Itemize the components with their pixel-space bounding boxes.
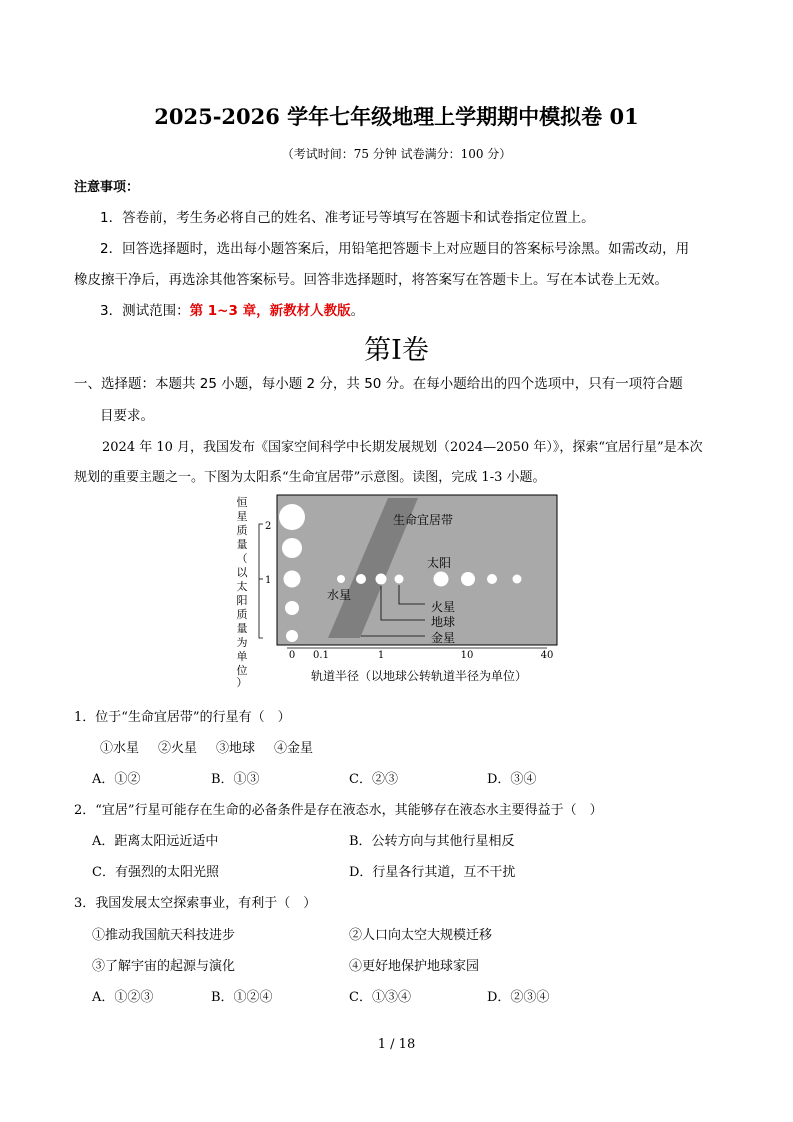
question-3-option-d[interactable]: D．②③④ — [487, 990, 550, 1005]
question-3-stem: 3．我国发展太空探索事业，有利于（ ） — [74, 896, 317, 911]
y-label-char: 太 — [236, 580, 248, 593]
earth-label: 地球 — [431, 615, 456, 629]
neptune-planet — [513, 575, 522, 584]
question-3-item: ④更好地保护地球家园 — [349, 959, 480, 974]
notice-item-2-line-1: 2．回答选择题时，选出每小题答案后，用铅笔把答题卡上对应题目的答案标号涂黑。如需改动，用 — [100, 241, 690, 257]
y-label-char: 量 — [236, 538, 248, 551]
page-number: 1 / 18 — [377, 1037, 416, 1052]
section-title: 第I卷 — [364, 335, 429, 366]
question-3-option-c[interactable]: C．①③④ — [349, 990, 411, 1005]
y-label-char: 质 — [236, 608, 248, 621]
jupiter-planet — [434, 572, 449, 587]
mars-planet — [395, 575, 404, 584]
y-label-char: 量 — [236, 622, 248, 635]
question-2-option-c[interactable]: C．有强烈的太阳光照 — [92, 865, 219, 880]
x-tick-label: 40 — [540, 650, 554, 661]
x-tick-label: 0.1 — [313, 650, 329, 661]
y-label-char: 为 — [236, 636, 248, 649]
question-3-item: ①推动我国航天科技进步 — [92, 928, 236, 943]
sun-label: 太阳 — [427, 556, 452, 570]
venus-planet — [356, 574, 366, 584]
y-label-char: 位 — [236, 664, 248, 677]
question-1-item: ②火星 — [158, 741, 198, 756]
question-1-item: ①水星 — [100, 741, 140, 756]
question-2-stem: 2．“宜居”行星可能存在生命的必备条件是存在液态水，其能够存在液态水主要得益于（ ） — [74, 803, 603, 818]
star-circle — [286, 630, 298, 642]
question-3-option-b[interactable]: B．①②④ — [211, 990, 273, 1005]
y-label-char: 质 — [236, 524, 248, 537]
exam-subtitle: （考试时间：75 分钟 试卷满分：100 分） — [281, 147, 512, 161]
x-tick-label: 0 — [288, 650, 296, 661]
question-1-item: ④金星 — [274, 741, 314, 756]
notice-item-3 — [100, 299, 364, 319]
passage-line-1: 2024 年 10 月，我国发布《国家空间科学中长期发展规划（2024—2050 年）》，探索“宜居行星”是本次 — [102, 440, 703, 455]
question-1-option-b[interactable]: B．①③ — [211, 772, 260, 787]
y-label-char: 星 — [236, 510, 248, 523]
mars-label: 火星 — [431, 600, 456, 614]
notice-heading: 注意事项： — [74, 180, 140, 195]
y-axis-label — [237, 495, 249, 688]
y-tick-label: 2 — [265, 521, 272, 532]
x-tick-label: 10 — [460, 650, 474, 661]
y-label-char: 单 — [236, 650, 248, 663]
notice-item-1: 1．答卷前，考生务必将自己的姓名、准考证号等填写在答题卡和试卷指定位置上。 — [100, 210, 595, 226]
notice-item-3-prefix: 3．测试范围： — [100, 303, 190, 319]
zone-label: 生命宜居带 — [393, 513, 454, 527]
question-2-option-a[interactable]: A．距离太阳远近适中 — [92, 834, 219, 849]
question-1-item: ③地球 — [216, 741, 256, 756]
saturn-planet — [461, 572, 475, 586]
question-1-option-d[interactable]: D．③④ — [487, 772, 537, 787]
venus-label: 金星 — [431, 631, 456, 645]
x-tick-label: 1 — [377, 650, 385, 661]
question-3-option-a[interactable]: A．①②③ — [92, 990, 154, 1005]
y-label-char: 恒 — [236, 496, 248, 509]
y-tick-label: 1 — [265, 575, 272, 586]
question-1-option-c[interactable]: C．②③ — [349, 772, 398, 787]
mercury-planet — [337, 575, 345, 583]
question-1-option-a[interactable]: A．①② — [92, 772, 141, 787]
notice-item-3-suffix: 。 — [350, 303, 365, 319]
exam-title: 2025-2026 学年七年级地理上学期期中模拟卷 01 — [154, 104, 639, 129]
question-3-item: ③了解宇宙的起源与演化 — [92, 959, 236, 974]
y-label-char: 以 — [236, 566, 248, 579]
uranus-planet — [487, 574, 497, 584]
test-scope-highlight: 第 1~3 章，新教材人教版 — [189, 303, 351, 319]
earth-planet — [376, 574, 387, 585]
question-3-item: ②人口向太空大规模迁移 — [349, 928, 493, 943]
question-2-option-d[interactable]: D．行星各行其道，互不干扰 — [349, 865, 516, 880]
star-circle — [285, 601, 299, 615]
y-label-char: （ — [236, 552, 248, 565]
y-label-char: ） — [236, 676, 248, 688]
passage-line-2: 规划的重要主题之一。下图为太阳系“生命宜居带”示意图。读图，完成 1-3 小题。 — [74, 470, 546, 485]
notice-item-2-line-2: 橡皮擦干净后，再选涂其他答案标号。回答非选择题时，将答案写在答题卡上。写在本试卷上无效。 — [74, 272, 668, 288]
mercury-label: 水星 — [327, 588, 352, 602]
y-label-char: 阳 — [236, 594, 248, 607]
y-axis-bracket — [259, 524, 263, 638]
question-1-stem: 1．位于“生命宜居带”的行星有（ ） — [74, 710, 291, 725]
section-heading-line-1: 一、选择题：本题共 25 小题，每小题 2 分，共 50 分。在每小题给出的四个选项中，只有一项符合题 — [74, 376, 683, 392]
habitable-zone-figure — [225, 490, 565, 688]
x-axis-label: 轨道半径（以地球公转轨道半径为单位） — [310, 669, 528, 683]
star-circle — [282, 538, 302, 558]
question-2-option-b[interactable]: B．公转方向与其他行星相反 — [349, 834, 515, 849]
sun-circle — [284, 571, 301, 588]
star-circle — [279, 504, 305, 530]
section-heading-line-2: 目要求。 — [100, 408, 154, 424]
